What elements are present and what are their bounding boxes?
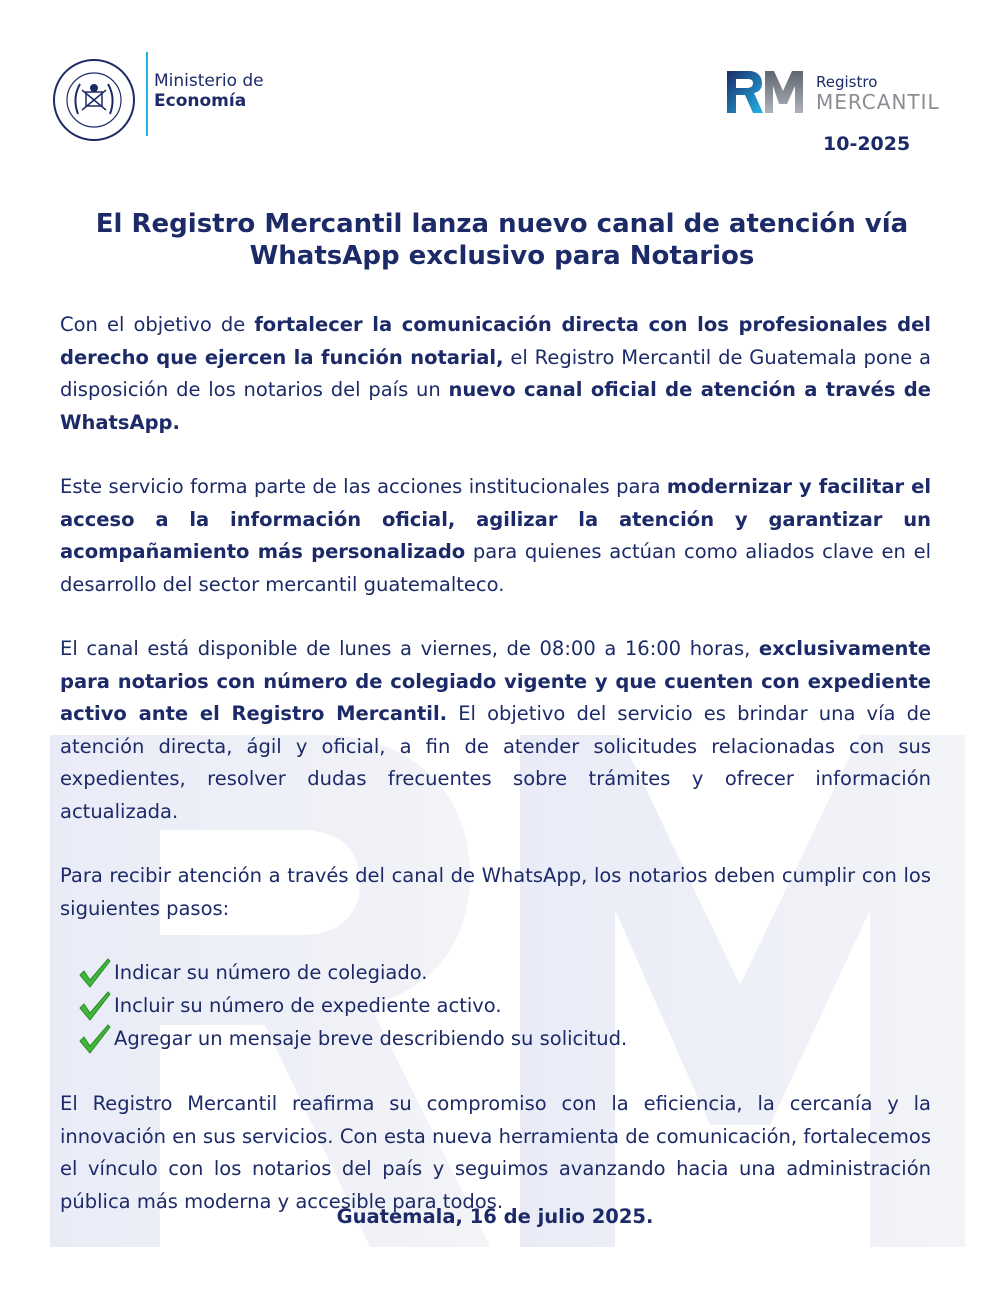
- list-item: [60, 957, 931, 990]
- p1-bold-d: nuevo canal oficial de atención a través de WhatsApp.: [60, 378, 931, 434]
- ministry-name: [154, 71, 264, 111]
- p3-bold-d: exclusivamente para notarios con número de colegiado vigente y que cuenten con expediente activo ante el Registro Mercantil.: [60, 637, 931, 725]
- step-label: Agregar un mensaje breve describiendo su solicitud.: [114, 1027, 628, 1051]
- registro-mercantil-wordmark: [816, 74, 940, 113]
- steps-list: [60, 957, 931, 1056]
- paragraph-4: Para recibir atención a través del canal de WhatsApp, los notarios deben cumplir con los siguientes pasos:: [60, 864, 931, 920]
- checkmark-icon: [78, 957, 112, 991]
- p3-text-c: [750, 637, 759, 660]
- guatemala-seal-icon: [52, 58, 136, 142]
- step-label: Incluir su número de expediente activo.: [114, 994, 502, 1018]
- p3-text-a: El canal está disponible: [60, 637, 307, 660]
- p1-bold-b: fortalecer la comunicación directa con los profesionales del derecho que ejercen la función notarial,: [60, 313, 931, 369]
- rm-line1: Registro: [816, 73, 878, 91]
- paragraph-1: [60, 309, 931, 439]
- p1-text-a: Con el objetivo de: [60, 313, 255, 336]
- p3-text-e: El objetivo del servicio es brindar una vía de atención directa, ágil y oficial, a fin de atender solicitudes relacionadas con sus expedientes, resolver dudas frecuentes sobre trámites y ofrecer información actualizada.: [60, 702, 931, 823]
- p2-bold-b: modernizar y facilitar el acceso a la información oficial, agilizar la atención y garantizar un acompañamiento más personalizado: [60, 475, 932, 563]
- checkmark-icon: [78, 1023, 112, 1057]
- paragraph-2: [60, 471, 931, 601]
- p3-text-b: de lunes a viernes, de 08:00 a 16:00 horas,: [306, 637, 751, 660]
- document-body: [60, 309, 931, 1250]
- p1-text-c: el Registro Mercantil de Guatemala pone a disposición de los notarios del país un: [60, 345, 931, 401]
- step-label: Indicar su número de colegiado.: [114, 961, 428, 985]
- page-title: [50, 208, 954, 272]
- title-line1: El Registro Mercantil lanza nuevo canal de atención vía: [95, 209, 909, 239]
- header-divider: [146, 52, 148, 136]
- ministry-line1: Ministerio de: [154, 71, 264, 91]
- ministry-line2: Economía: [154, 91, 247, 111]
- rm-logo-icon: [727, 71, 803, 113]
- p2-text-a: Este servicio forma parte de las acciones institucionales para: [60, 475, 667, 498]
- checkmark-icon: [78, 990, 112, 1024]
- p2-text-c: para quienes actúan como aliados clave en el desarrollo del sector mercantil guatemalteco.: [60, 540, 931, 596]
- paragraph-3: [60, 633, 931, 828]
- place-date: Guatemala, 16 de julio 2025.: [336, 1205, 654, 1228]
- paragraph-5: El Registro Mercantil reafirma su compromiso con la eficiencia, la cercanía y la innovación en sus servicios. Con esta nueva herramienta de comunicación, fortalecemos el vínculo con los notarios del país y seguimos avanzando hacia una administración pública más moderna y accesible para todos.: [60, 1092, 931, 1213]
- rm-line2: MERCANTIL: [816, 90, 940, 114]
- title-line2: WhatsApp exclusivo para Notarios: [249, 241, 755, 271]
- list-item: [60, 1023, 931, 1056]
- list-item: [60, 990, 931, 1023]
- header: [0, 0, 1004, 170]
- document-number: 10-2025: [823, 133, 911, 155]
